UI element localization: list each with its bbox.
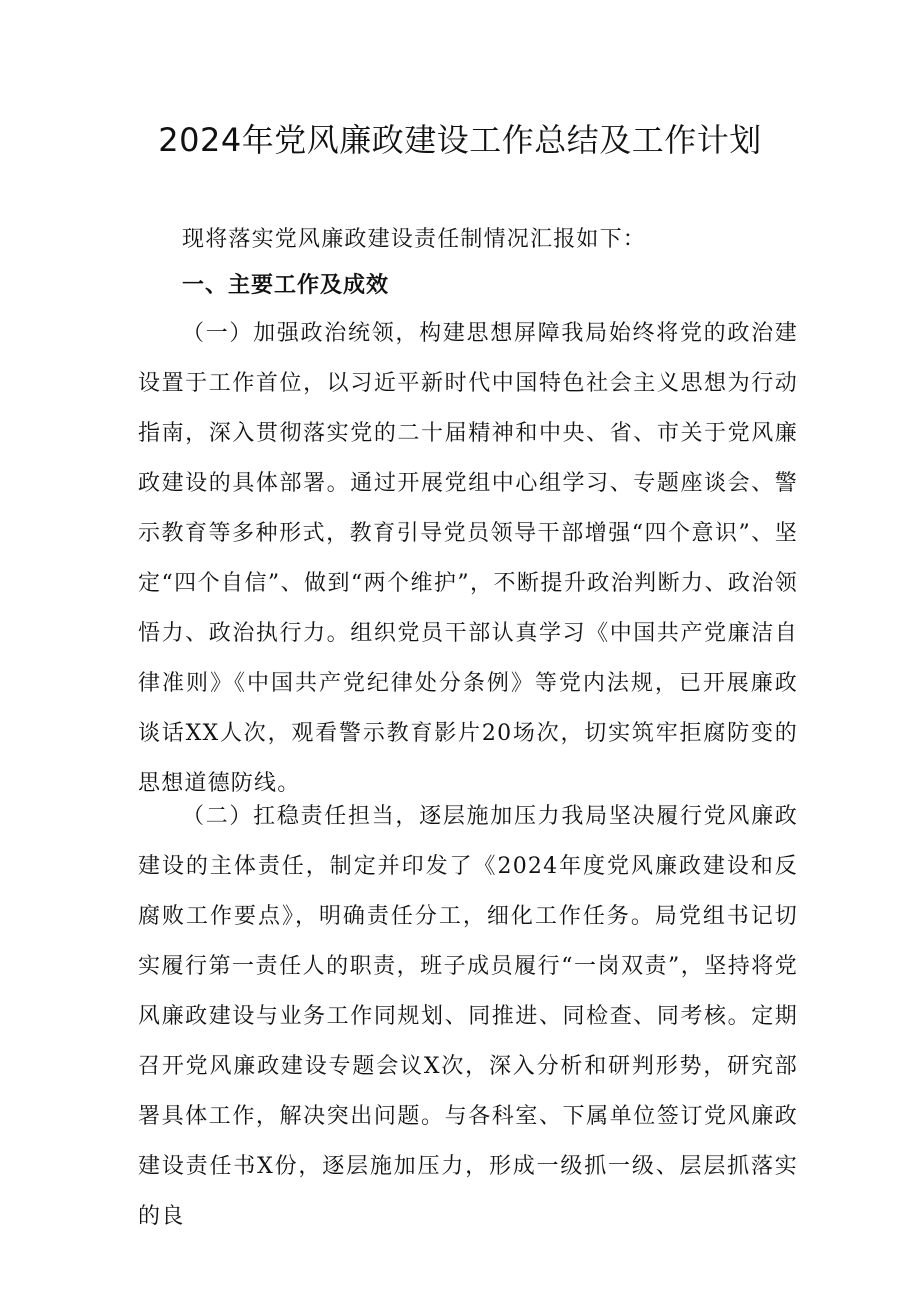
- section-heading: 一、主要工作及成效: [182, 273, 390, 298]
- paragraph-2: （二）扛稳责任担当，逐层施加压力我局坚决履行党风廉政建设的主体责任，制定并印发了《2024年度党风廉政建设和反腐败工作要点》，明确责任分工，细化工作任务。局党组书记切实履行第一责任人的职责，班子成员履行“一岗双责”，坚持将党风廉政建设与业务工作同规划、同推进、同检查、同考核。定期召开党风廉政建设专题会议X次，深入分析和研判形势，研究部署具体工作，解决突出问题。与各科室、下属单位签订党风廉政建设责任书X份，逐层施加压力，形成一级抓一级、层层抓落实的良: [138, 804, 798, 1229]
- document-title: 2024年党风廉政建设工作总结及工作计划: [158, 121, 762, 159]
- intro-paragraph: 现将落实党风廉政建设责任制情况汇报如下：: [182, 227, 647, 252]
- paragraph-1: （一）加强政治统领，构建思想屏障我局始终将党的政治建设置于工作首位，以习近平新时代中国特色社会主义思想为行动指南，深入贯彻落实党的二十届精神和中央、省、市关于党风廉政建设的具体部署。通过开展党组中心组学习、专题座谈会、警示教育等多种形式，教育引导党员领导干部增强“四个意识”、坚定“四个自信”、做到“两个维护”，不断提升政治判断力、政治领悟力、政治执行力。组织党员干部认真学习《中国共产党廉洁自律准则》《中国共产党纪律处分条例》等党内法规，已开展廉政谈话XX人次，观看警示教育影片20场次，切实筑牢拒腐防变的思想道德防线。: [138, 321, 798, 796]
